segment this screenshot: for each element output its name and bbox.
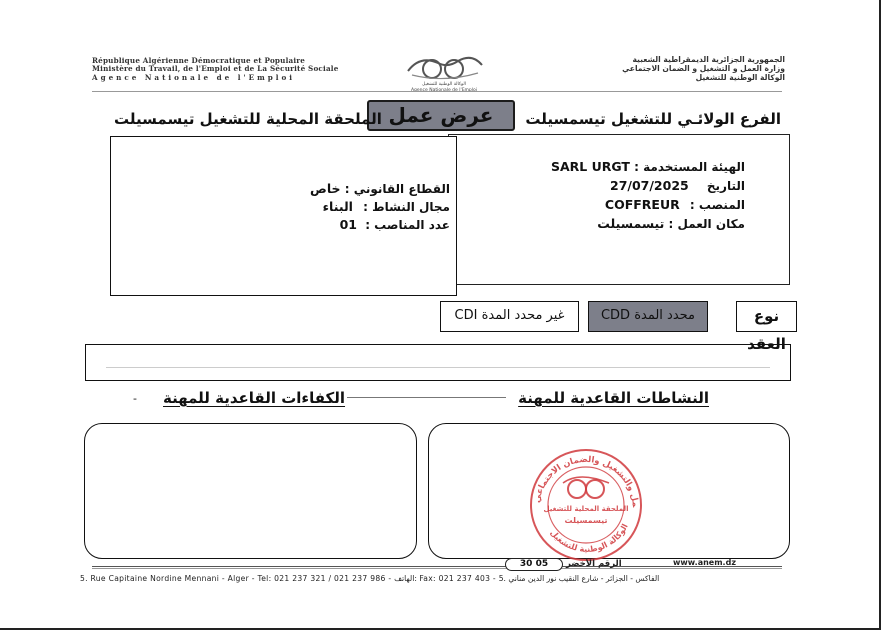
date-label: التاريخ [706, 179, 745, 193]
footer-address: 5. Rue Capitaine Nordine Mennani - Alger - Tel: 021 237 321 / 021 237 986 - الهاتف: Fax: 021 237 403 - الفاكس - الجزائر - شارع النقيب نور الدين مناني .5 [80, 574, 660, 583]
activity-row [323, 199, 450, 214]
employer-info-box [448, 134, 790, 285]
job-offer-title: عرض عمل [388, 103, 494, 127]
employer-value: SARL URGT [551, 159, 630, 174]
header-ar-line: وزارة العمل و التشغيل و الضمان الاجتماعي [622, 63, 785, 73]
posts-label: عدد المناصب : [365, 218, 450, 232]
position-row [605, 197, 745, 212]
workplace-label: مكان العمل : [668, 217, 745, 231]
contract-type-label: نوع العقد [736, 301, 797, 332]
stamp-seal-icon [523, 447, 648, 563]
green-number-label: الرقم الأخضر [566, 559, 622, 569]
employer-row [551, 159, 745, 174]
skills-box [84, 423, 417, 559]
sector-value: خاص [310, 181, 341, 196]
header-fr-line: Agence Nationale de l'Emploi [92, 72, 296, 82]
position-value: COFFREUR [604, 197, 680, 212]
section-dash: - [133, 392, 137, 405]
stamp-inner-top: الملحقة المحلية للتشغيل [543, 505, 629, 513]
stamp-outer-text: مل والتشغيل والضمان الاجتماعي [532, 454, 641, 508]
header-ar-line: الجمهورية الجزائرية الديمقراطية الشعبية [632, 55, 785, 64]
green-number: 30 05 [505, 558, 563, 571]
job-offer-title-box [367, 100, 515, 131]
skills-heading: الكفاءات القاعدية للمهنة [163, 389, 346, 407]
local-annex-name: الملحقة المحلية للتشغيل تيسمسيلت [114, 110, 382, 128]
header-french [92, 57, 339, 82]
date-row [610, 178, 745, 193]
stamp-inner-bottom: تيسمسيلت [564, 516, 608, 525]
activities-heading: النشاطات القاعدية للمهنة [518, 389, 709, 407]
contract-cdi-option: غير محدد المدة CDI [440, 301, 579, 332]
workplace-value: تيسمسيلت [597, 216, 665, 231]
position-label: المنصب : [689, 198, 745, 212]
branch-office-name: الفرع الولائـي للتشغيل تيسمسيلت [525, 110, 781, 128]
header-divider [92, 91, 782, 92]
activity-value: البناء [322, 199, 353, 214]
date-value: 27/07/2025 [610, 178, 689, 193]
footer-divider-secondary [92, 568, 782, 569]
website: www.anem.dz [673, 558, 736, 567]
anem-logo-icon [398, 53, 490, 83]
contract-cdd-option: محدد المدة CDD [588, 301, 708, 332]
logo-caption-ar: الوكالة الوطنية للتشغيل [422, 82, 466, 87]
notes-line [106, 367, 770, 368]
header-ar-line: الوكالة الوطنية للتشغيل [695, 72, 785, 82]
stamp-bottom-text: الوكالة الوطنية للتشغيل [548, 522, 630, 554]
header-fr-line: République Algérienne Démocratique et Populaire [92, 56, 306, 65]
header-arabic [622, 56, 785, 82]
notes-box [85, 344, 791, 381]
anem-logo [398, 53, 490, 93]
activity-label: مجال النشاط : [363, 200, 450, 214]
sector-row [310, 181, 450, 196]
section-divider [347, 397, 506, 398]
workplace-row [597, 216, 745, 231]
posts-row [340, 217, 450, 232]
sector-info-box [110, 136, 457, 296]
header-fr-line: Ministère du Travail, de l'Emploi et de La Sécurité Sociale [92, 64, 339, 74]
official-stamp [523, 447, 648, 563]
posts-value: 01 [339, 217, 357, 232]
sector-label: القطاع القانوني : [344, 182, 450, 196]
employer-label: الهيئة المستخدمة : [634, 160, 745, 174]
